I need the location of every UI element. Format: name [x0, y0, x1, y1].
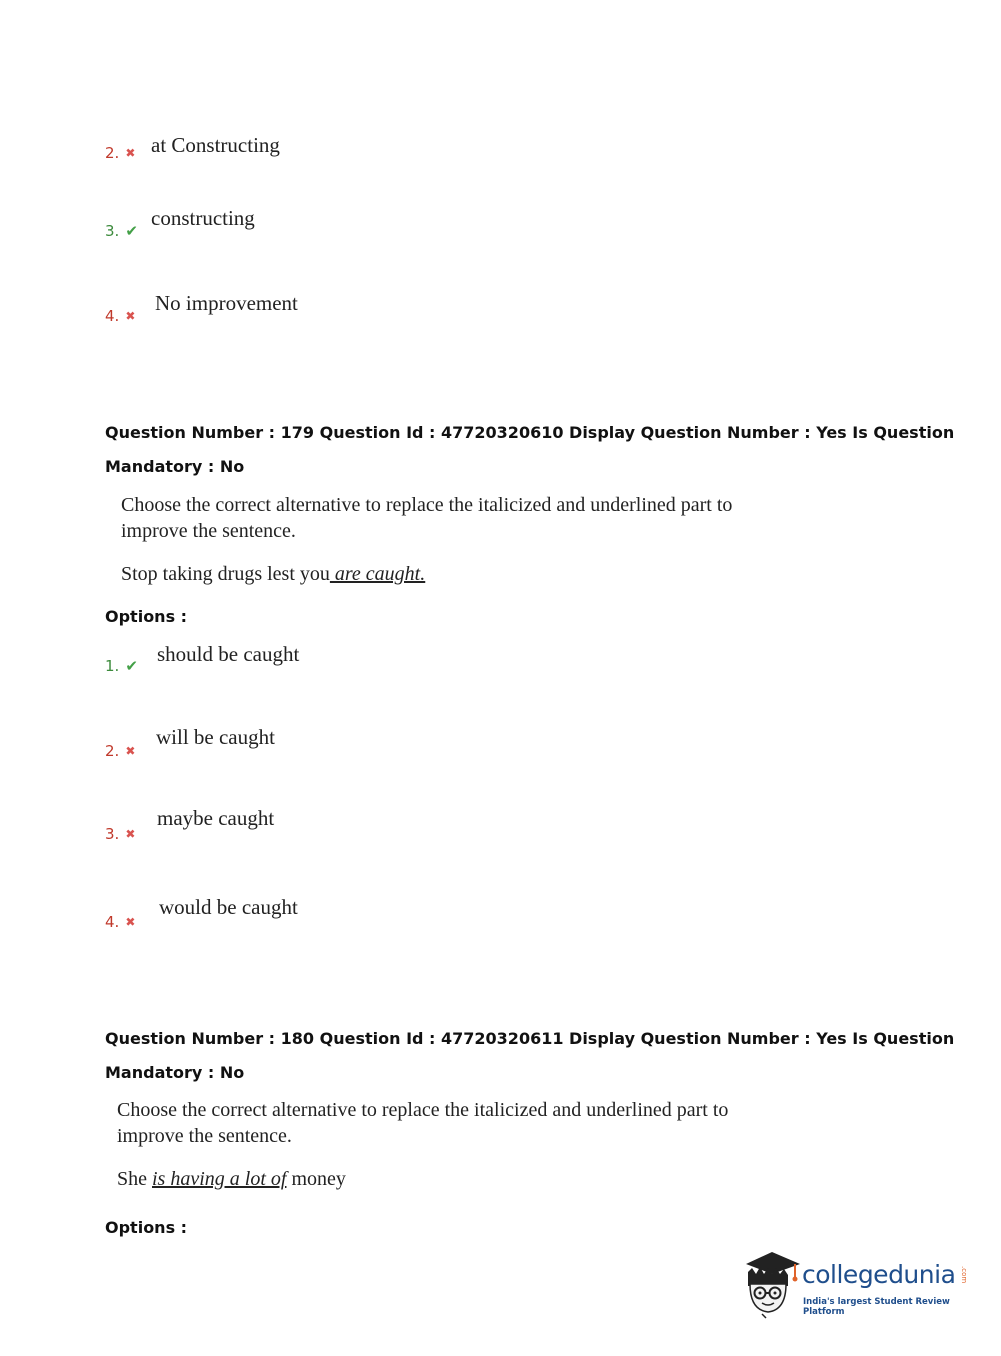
check-icon: ✔: [125, 657, 138, 675]
question-sentence: She is having a lot of money: [117, 1168, 346, 1190]
option-text: maybe caught: [157, 806, 275, 830]
options-label: Options :: [105, 607, 188, 626]
question-sentence: Stop taking drugs lest you are caught.: [121, 563, 426, 585]
option-number: 4. ✖: [105, 913, 136, 931]
mascot-icon: [742, 1250, 804, 1320]
cross-icon: ✖: [125, 744, 136, 758]
option-text: should be caught: [157, 642, 300, 666]
cross-icon: ✖: [125, 827, 136, 841]
cross-icon: ✖: [125, 915, 136, 929]
cross-icon: ✖: [125, 146, 136, 160]
option-number: 1. ✔: [105, 657, 138, 675]
question-header: Question Number : 179 Question Id : 47720320610 Display Question Number : Yes Is Question Mandatory : No: [105, 423, 955, 476]
options-label: Options :: [105, 1218, 188, 1237]
option-number: 2. ✖: [105, 742, 136, 760]
logo-tagline: India's largest Student Review Platform: [803, 1297, 950, 1317]
option-number: 3. ✔: [105, 222, 138, 240]
option-text: would be caught: [159, 895, 298, 919]
option-number: 3. ✖: [105, 825, 136, 843]
option-number: 4. ✖: [105, 307, 136, 325]
question-header: Question Number : 180 Question Id : 47720320611 Display Question Number : Yes Is Question Mandatory : No: [105, 1029, 955, 1082]
option-number: 2. ✖: [105, 144, 136, 162]
logo-com: .com: [960, 1266, 968, 1284]
collegedunia-logo: [742, 1250, 982, 1320]
logo-name: collegedunia: [802, 1260, 956, 1289]
cross-icon: ✖: [125, 309, 136, 323]
underlined-part: is having a lot of: [152, 1168, 287, 1190]
question-instruction: Choose the correct alternative to replace the italicized and underlined part to improve the sentence.: [117, 1099, 729, 1147]
option-text: at Constructing: [151, 133, 280, 157]
underlined-part: are caught.: [329, 563, 426, 585]
check-icon: ✔: [125, 222, 138, 240]
option-text: will be caught: [156, 725, 275, 749]
question-instruction: Choose the correct alternative to replace the italicized and underlined part to improve the sentence.: [121, 494, 733, 542]
option-text: constructing: [151, 206, 255, 230]
option-text: No improvement: [155, 291, 298, 315]
